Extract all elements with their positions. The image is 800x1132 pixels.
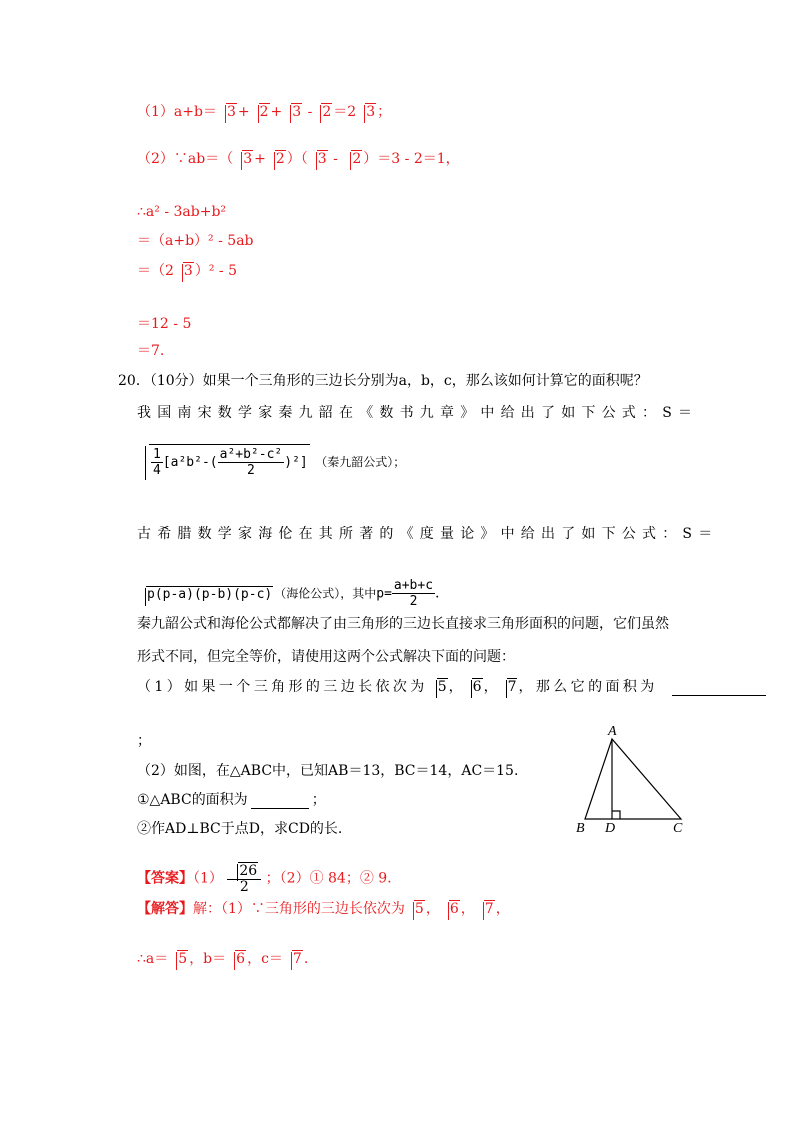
sol19-line4: ＝（a+b）² - 5ab — [137, 233, 254, 249]
solution-tag: 【解答】 — [137, 901, 193, 917]
solution-line2: ∴a＝ 5 ，b＝ 6 ，c＝ 7 . — [137, 951, 309, 967]
answer-tag: 【答案】 — [137, 870, 193, 887]
triangle-figure — [572, 722, 702, 838]
right-angle-mark — [612, 811, 620, 819]
answer-blank-1[interactable] — [672, 681, 766, 696]
vertex-label-b: B — [576, 821, 585, 836]
sqrt-6: 6 — [463, 678, 483, 696]
sqrt-2: 2 — [342, 150, 362, 168]
sol19-line7: ＝7. — [137, 343, 165, 359]
q20-part2b: ②作AD⊥BC于点D，求CD的长. — [137, 821, 343, 837]
sqrt-7: 7 — [498, 678, 518, 696]
sqrt-3: 3 — [308, 150, 328, 168]
sqrt-2: 2 — [266, 150, 286, 168]
heron-label: （海伦公式），其中 — [274, 586, 377, 601]
sol19-line3: ∴a² - 3ab+b² — [137, 204, 227, 220]
q20-part2a: ①△ABC的面积为 ； — [137, 792, 326, 808]
part1-end: ； — [137, 733, 151, 749]
sqrt-3: 3 — [233, 150, 253, 168]
sol19-line2: （2）∵ab＝（ 3 + 2 ）（ 3 - 2 ）＝3 - 2＝1， — [137, 151, 460, 167]
solution-line1: 【解答】解：（1）∵三角形的三边长依次为 5 ， 6 ， 7 ， — [137, 901, 510, 917]
sqrt-6: 6 — [440, 900, 460, 918]
qin-label: （秦九韶公式）； — [315, 455, 406, 469]
sqrt-7: 7 — [283, 950, 303, 968]
vertex-label-c: C — [673, 821, 683, 836]
sqrt-5: 5 — [428, 678, 448, 696]
answer-line: 【答案】（1） $\frac{26}{2}$ ；（2）① 84；② 9. — [137, 863, 392, 895]
sqrt-6: 6 — [226, 950, 246, 968]
answer-frac: $\frac{26}{2}$ — [227, 862, 261, 895]
sqrt-5: 5 — [405, 900, 425, 918]
q20-part1: （1）如果一个三角形的三边长依次为 5 ， 6 ， 7 ，那么它的面积为 — [137, 678, 766, 696]
qin-text: 我国南宋数学家秦九韶在《数书九章》中给出了如下公式：S＝ — [137, 405, 699, 421]
heron-text: 古希腊数学家海伦在其所著的《度量论》中给出了如下公式：S＝ — [137, 526, 719, 542]
sqrt-3: 3 — [217, 103, 237, 121]
sqrt-2: 2 — [312, 103, 332, 121]
qin-frac-inner: $\frac{\text{a²+b²-c²}}{2}$ — [219, 447, 283, 478]
sqrt-3: 3 — [356, 103, 376, 121]
qin-frac-quarter: $\frac{1}{4}$ — [153, 447, 161, 478]
vertex-label-a: A — [608, 724, 617, 739]
sqrt-2: 2 — [250, 103, 270, 121]
answer-blank-2[interactable] — [251, 794, 309, 809]
vertex-label-d: D — [605, 821, 616, 836]
desc-line2: 形式不同，但完全等价，请使用这两个公式解决下面的问题： — [137, 649, 515, 665]
q20-part2: （2）如图，在△ABC中，已知AB＝13，BC＝14，AC＝15. — [137, 763, 519, 779]
sol19-line1: （1）a+b＝ 3 + 2 + 3 - 2 ＝2 3 ； — [137, 104, 392, 120]
sol19-line5: ＝（2 3 ）² - 5 — [137, 263, 237, 279]
p-def-frac: $\frac{a+b+c}{2}$ — [393, 578, 434, 609]
qin-formula — [137, 444, 405, 478]
q20-intro: 20．（10分）如果一个三角形的三边长分别为a，b，c，那么该如何计算它的面积呢？ — [118, 373, 648, 389]
sol19-line6: ＝12 - 5 — [137, 316, 192, 332]
heron-sqrt: p(p-a)(p-b)(p-c) — [137, 586, 273, 604]
p-def-lhs: p= — [376, 586, 392, 602]
sqrt-3: 3 — [282, 103, 302, 121]
sqrt-5: 5 — [168, 950, 188, 968]
triangle-abc — [585, 739, 681, 819]
heron-formula-line: p(p-a)(p-b)(p-c) （海伦公式），其中p= $\frac{a+b+c}{2}$ . — [137, 578, 440, 609]
desc-line1: 秦九韶公式和海伦公式都解决了由三角形的三边长直接求三角形面积的问题，它们虽然 — [137, 616, 669, 632]
sqrt-3: 3 — [174, 262, 194, 280]
sol19-line1-prefix: （1）a+b＝ — [137, 104, 217, 120]
sqrt-7: 7 — [475, 900, 495, 918]
qin-sqrt: $\frac{1}{4}$ [a²b²-( $\frac{\text{a²+b²-c²}}{2}$ )²] — [137, 444, 310, 478]
